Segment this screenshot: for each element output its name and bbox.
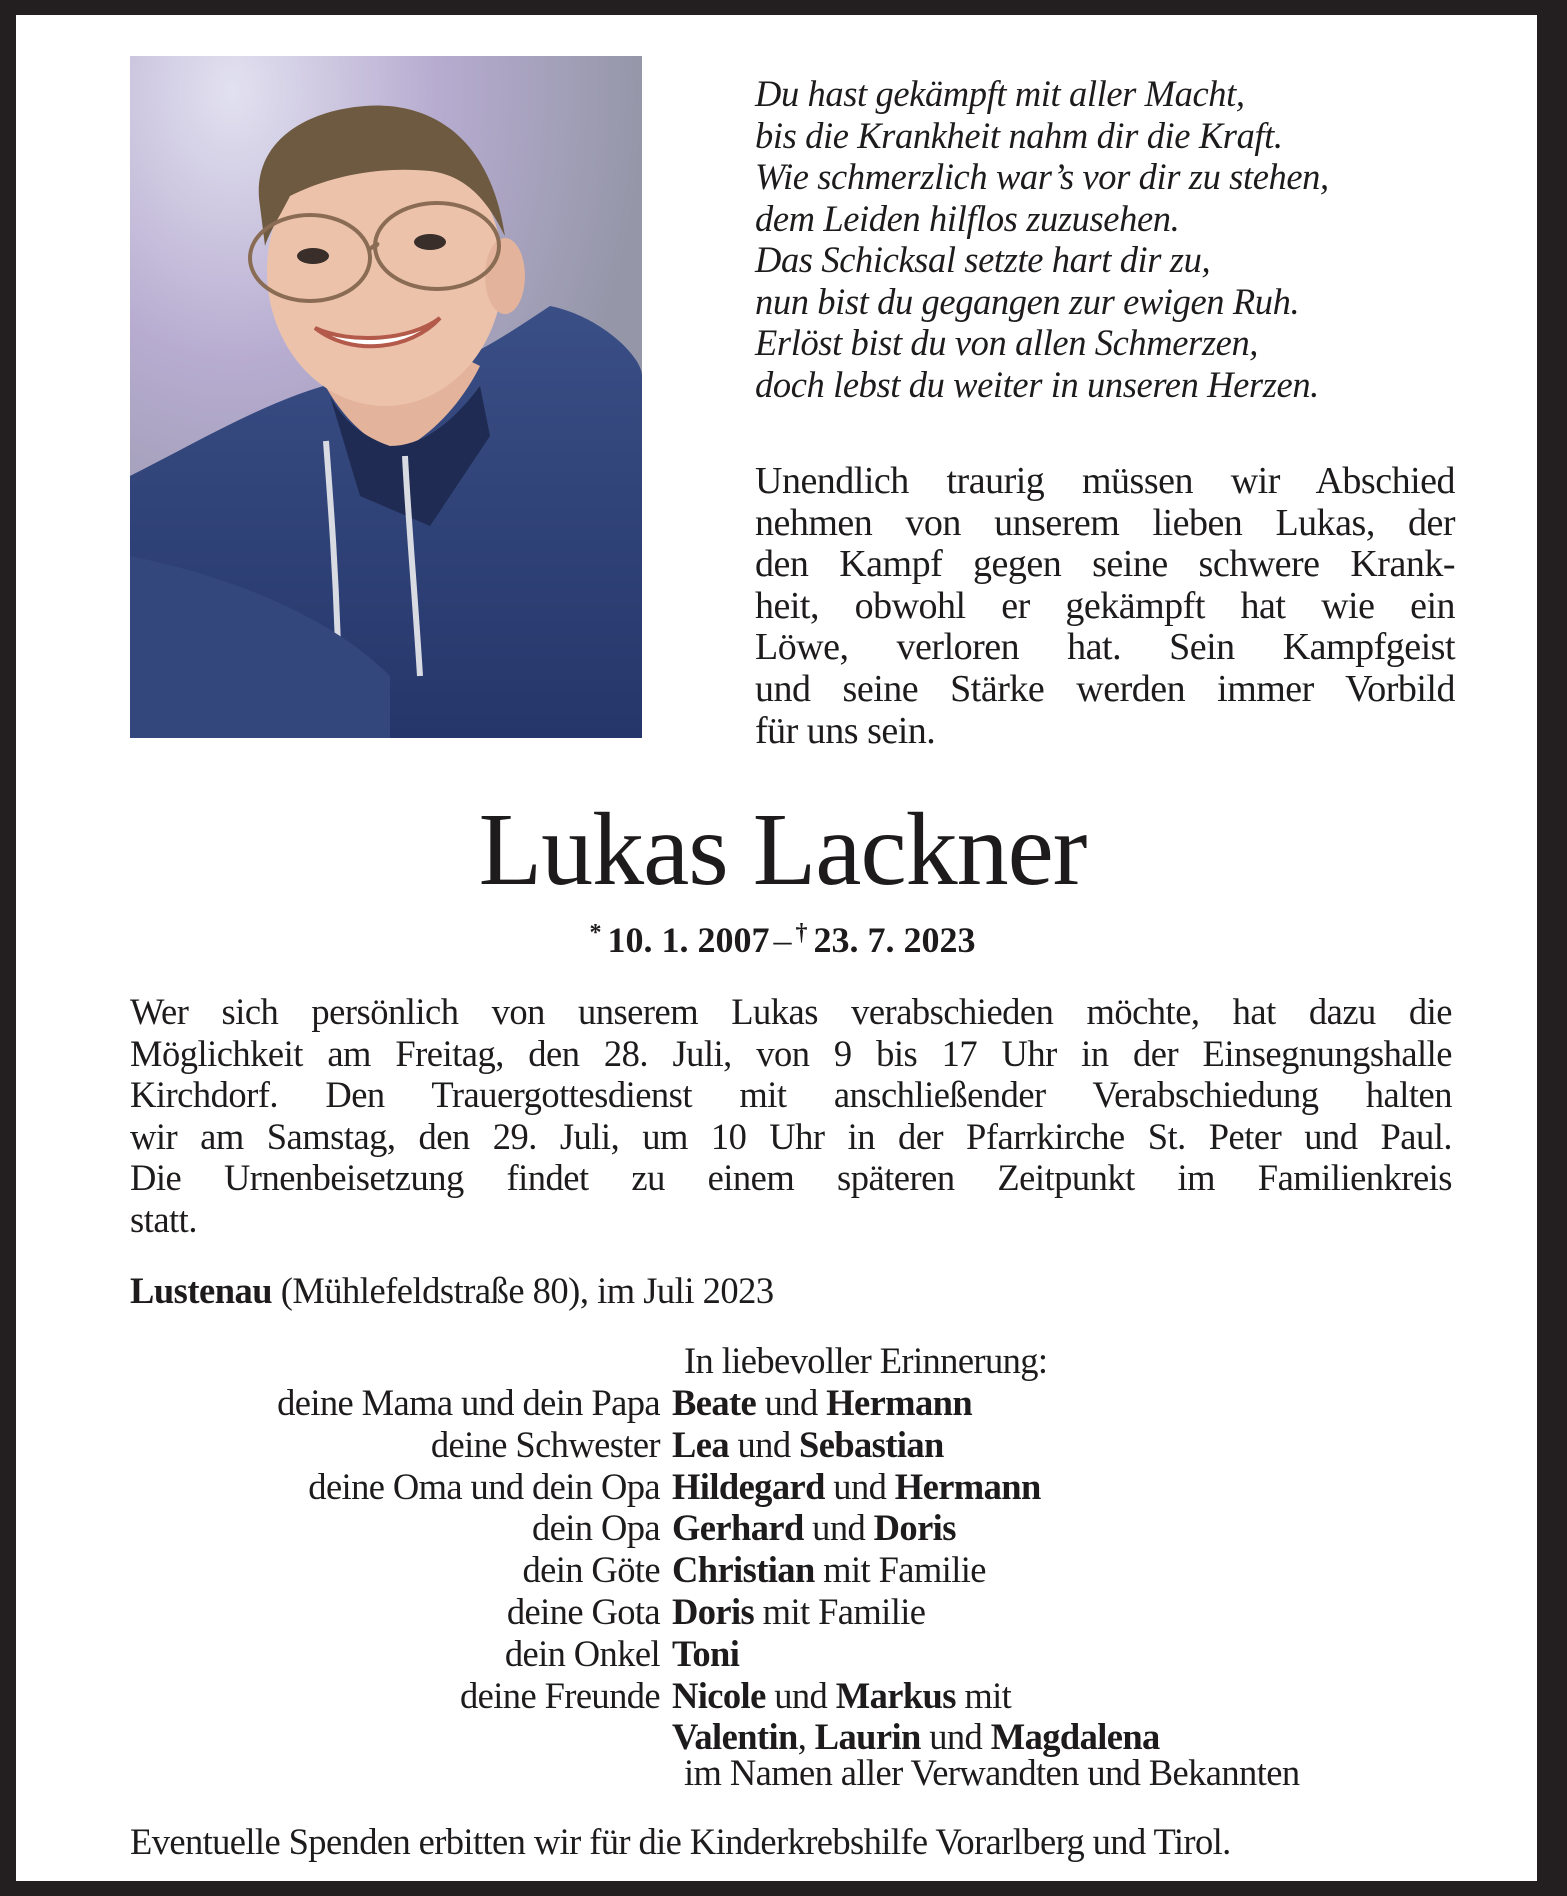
mourner-relation: deine Gota [506, 1590, 660, 1632]
birth-date: 10. 1. 2007 [607, 920, 770, 960]
mourner-names [672, 1591, 1537, 1633]
intro-line: und seine Stärke werden immer Vorbild [755, 667, 1455, 710]
portrait-illustration [130, 56, 642, 738]
mourner-row [16, 1549, 1537, 1591]
poem-line: dem Leiden hilflos zuzusehen. [755, 197, 1180, 239]
eye-right [414, 234, 446, 250]
poem-line: Das Schicksal setzte hart dir zu, [755, 239, 1211, 280]
mourner-name: Lea [672, 1423, 729, 1465]
donations-note: Eventuelle Spenden erbitten wir für die Kinderkrebshilfe Vorarlberg und Tirol. [130, 1821, 1231, 1862]
mourner-names [672, 1549, 1537, 1591]
mourner-name: Magdalena [990, 1716, 1160, 1758]
mourner-name: Christian [672, 1549, 815, 1591]
mourner-name: Beate [672, 1382, 757, 1423]
mourner-connector: und [756, 1382, 827, 1423]
intro-line: heit, obwohl er gekämpft hat wie ein [755, 584, 1455, 627]
mourner-connector: und [920, 1716, 991, 1758]
poem-line: Wie schmerzlich war’s vor dir zu stehen, [755, 156, 1329, 197]
intro-line: Unendlich traurig müssen wir Abschied [755, 460, 1455, 502]
mourner-connector: und [824, 1465, 895, 1507]
poem-line: bis die Krankheit nahm dir die Kraft. [755, 114, 1283, 156]
mourner-name: Hermann [894, 1465, 1041, 1507]
mourner-name: Gerhard [672, 1507, 804, 1549]
mourner-connector: mit Familie [754, 1590, 926, 1632]
mourner-relation: dein Onkel [504, 1632, 660, 1674]
mourner-row [16, 1591, 1537, 1633]
obituary-page [16, 15, 1537, 1881]
mourner-relation: dein Opa [532, 1507, 660, 1549]
intro-line: für uns sein. [755, 709, 936, 752]
mourner-relation: deine Oma und dein Opa [308, 1465, 660, 1507]
mourner-row [16, 1675, 1537, 1717]
mourner-name: Doris [873, 1507, 956, 1549]
intro-line: nehmen von unserem lieben Lukas, der [755, 501, 1455, 544]
details-line: wir am Samstag, den 29. Juli, um 10 Uhr in der Pfarrkirche St. Peter und Paul. [130, 1115, 1452, 1157]
details-line: Möglichkeit am Freitag, den 28. Juli, von 9 bis 17 Uhr in der Einsegnungshalle [130, 1032, 1452, 1074]
place-and-date [130, 1270, 774, 1312]
place-address: (Mühlefeldstraße 80), im Juli 2023 [272, 1270, 774, 1311]
mourner-name: Toni [672, 1632, 740, 1674]
eye-left [297, 248, 329, 264]
portrait-photo [130, 56, 642, 738]
mourner-relation [16, 1716, 672, 1758]
mourner-name: Laurin [814, 1716, 921, 1758]
mourner-names [672, 1466, 1537, 1508]
closing-line: im Namen aller Verwandten und Bekannten [684, 1752, 1300, 1793]
mourner-row [16, 1633, 1537, 1675]
mourner-connector: mit [955, 1674, 1012, 1716]
poem-line: nun bist du gegangen zur ewigen Ruh. [755, 280, 1300, 322]
mourner-relation: deine Mama und dein Papa [277, 1382, 660, 1423]
mourner-connector: mit Familie [814, 1549, 986, 1591]
mourner-name: Valentin [672, 1716, 798, 1758]
mourner-relation: deine Freunde [460, 1674, 660, 1716]
mourner-connector: und [765, 1674, 836, 1716]
mourner-names [672, 1424, 1537, 1466]
death-date: 23. 7. 2023 [813, 920, 976, 960]
poem-line: Erlöst bist du von allen Schmerzen, [755, 322, 1259, 363]
mourners-list [16, 1382, 1537, 1758]
mourner-row [16, 1382, 1537, 1424]
mourner-name: Hermann [826, 1382, 973, 1423]
mourner-row [16, 1507, 1537, 1549]
death-cross-icon: † [795, 920, 808, 946]
mourner-name: Hildegard [672, 1465, 825, 1507]
memory-heading: In liebevoller Erinnerung: [684, 1340, 1048, 1381]
mourner-relation: dein Göte [522, 1549, 660, 1591]
mourner-name: Doris [672, 1590, 755, 1632]
mourner-names [672, 1382, 1537, 1424]
birth-star-icon: * [589, 920, 602, 946]
intro-line: Löwe, verloren hat. Sein Kampfgeist [755, 626, 1455, 669]
mourner-names [672, 1633, 1537, 1675]
mourner-names [672, 1675, 1537, 1717]
mourner-connector: und [729, 1423, 800, 1465]
intro-line: den Kampf gegen seine schwere Krank- [755, 543, 1455, 586]
details-line: Die Urnenbeisetzung findet zu einem späteren Zeitpunkt im Familienkreis [130, 1157, 1452, 1199]
funeral-details [130, 991, 1452, 1241]
poem [755, 73, 1475, 405]
mourner-name: Nicole [672, 1674, 766, 1716]
details-line: statt. [130, 1198, 197, 1240]
mourner-row [16, 1424, 1537, 1466]
mourner-connector: und [803, 1507, 874, 1549]
poem-line: doch lebst du weiter in unseren Herzen. [755, 363, 1319, 405]
mourner-name: Sebastian [799, 1423, 944, 1465]
poem-line: Du hast gekämpft mit aller Macht, [755, 73, 1245, 114]
details-line: Wer sich persönlich von unserem Lukas verabschieden möchte, hat dazu die [130, 991, 1452, 1032]
intro-paragraph [755, 461, 1455, 752]
mourner-connector: , [797, 1716, 815, 1758]
ear-shape [485, 238, 525, 314]
deceased-name: Lukas Lackner [478, 792, 1087, 907]
mourner-names [672, 1507, 1537, 1549]
place-town: Lustenau [130, 1270, 273, 1311]
mourner-relation: deine Schwester [430, 1423, 660, 1465]
details-line: Kirchdorf. Den Trauergottesdienst mit anschließender Verabschiedung halten [130, 1074, 1452, 1116]
life-dates [16, 911, 1543, 962]
mourner-row [16, 1466, 1537, 1508]
date-separator: – [773, 920, 792, 960]
mourner-name: Markus [835, 1674, 956, 1716]
